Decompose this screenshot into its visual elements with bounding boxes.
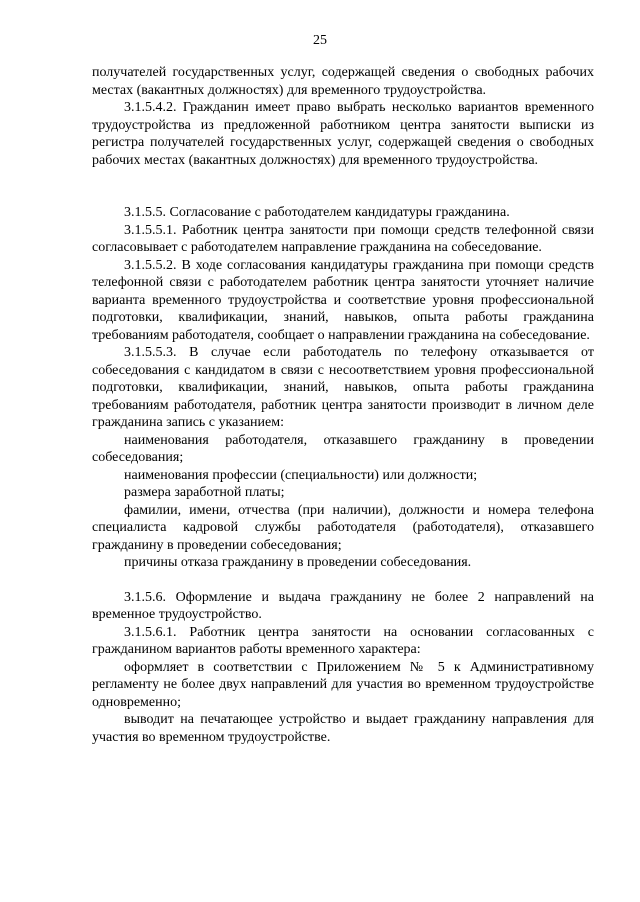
section-heading-3-1-5-5: 3.1.5.5. Согласование с работодателем кандидатуры гражданина.: [124, 205, 510, 220]
list-item-refusal-reasons: причины отказа гражданину в проведении собеседования.: [124, 555, 472, 570]
paragraph-3-1-5-5-3: 3.1.5.5.3. В случае если работодатель по телефону отказывается от собеседования с кандидатом в связи с несоответствием уровня профессиональной подготовки, квалификации, знаний, навыков, опыта работы гражданина требованиям работодателя, работник центра занятости производит в личном деле гражданина запись с указанием:: [92, 345, 594, 430]
section-gap: [92, 572, 594, 589]
paragraph-3-1-5-4-2: 3.1.5.4.2. Гражданин имеет право выбрать несколько вариантов временного трудоустройства из предложенной работником центра занятости выписки из регистра получателей государственных услуг, содержащей сведения о свободных рабочих местах (вакантных должностях) для временного трудоустройства.: [92, 100, 594, 168]
section-gap: [92, 169, 594, 204]
list-item-print-and-issue: выводит на печатающее устройство и выдает гражданину направления для участия во временном трудоустройстве.: [92, 712, 594, 745]
document-body: [92, 64, 594, 746]
list-item-salary: размера заработной платы;: [124, 485, 285, 500]
page-number: 25: [313, 33, 327, 48]
paragraph-3-1-5-6-1: 3.1.5.6.1. Работник центра занятости на основании согласованных с гражданином вариантов работы временного характера:: [92, 624, 594, 657]
list-item-profession: наименования профессии (специальности) или должности;: [124, 467, 478, 483]
paragraph-3-1-5-5-1: 3.1.5.5.1. Работник центра занятости при помощи средств телефонной связи согласовывает с работодателем направление гражданина на собеседование.: [92, 222, 594, 255]
list-item-draw-up-referrals: оформляет в соответствии с Приложением № 5 к Административному регламенту не более двух направлений для участия во временном трудоустройстве одновременно;: [92, 659, 594, 710]
list-item-employer-name: наименования работодателя, отказавшего гражданину в проведении собеседования;: [92, 432, 594, 465]
section-heading-3-1-5-6: 3.1.5.6. Оформление и выдача гражданину не более 2 направлений на временное трудоустройство.: [92, 589, 594, 622]
paragraph-3-1-5-5-2: 3.1.5.5.2. В ходе согласования кандидатуры гражданина при помощи средств телефонной связи с работодателем работник центра занятости уточняет наличие варианта временного трудоустройства и соответствие уровня профессиональной подготовки, квалификации, знаний, навыков, опыта работы гражданина требованиям работодателя, сообщает о направлении гражданина на собеседование.: [92, 257, 594, 343]
list-item-hr-specialist: фамилии, имени, отчества (при наличии), должности и номера телефона специалиста кадровой службы работодателя (работодателя), отказавшего гражданину в проведении собеседования;: [92, 502, 594, 553]
paragraph-continuation: получателей государственных услуг, содержащей сведения о свободных рабочих местах (вакантных должностях) для временного трудоустройства.: [92, 65, 594, 98]
